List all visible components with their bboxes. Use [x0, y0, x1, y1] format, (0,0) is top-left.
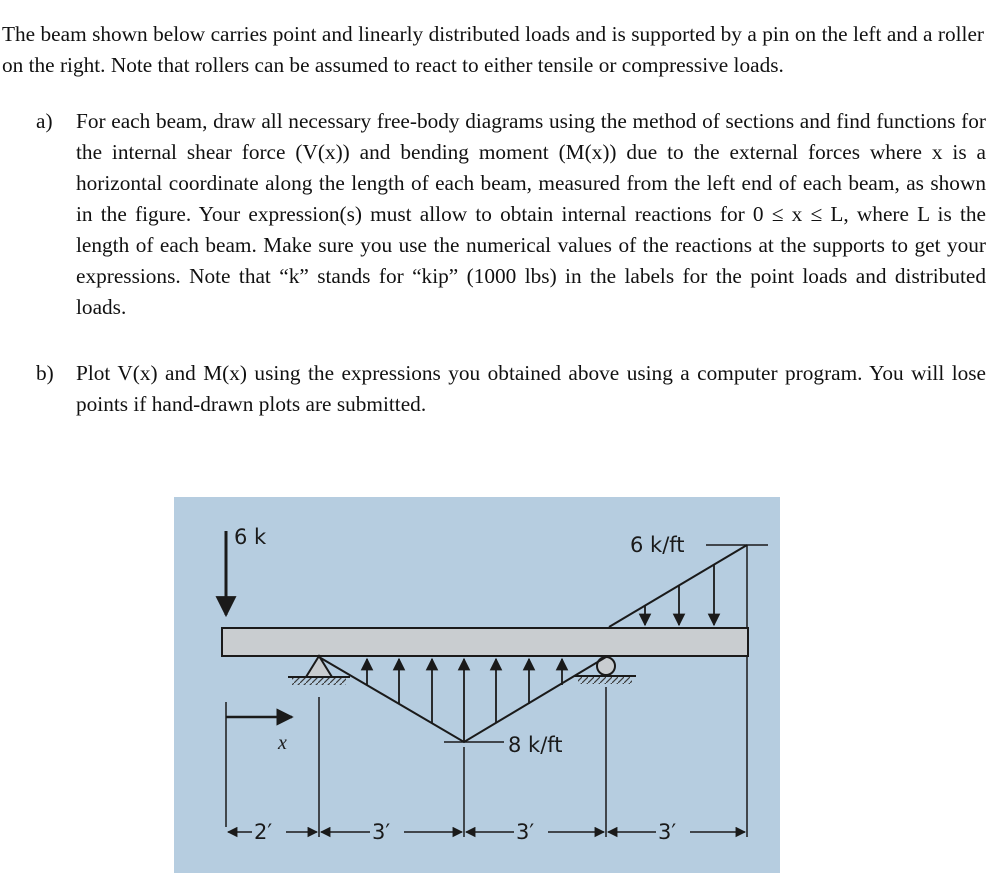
- beam-figure: [174, 497, 780, 873]
- question-a-marker: a): [36, 109, 53, 133]
- beam-diagram: [174, 497, 780, 873]
- right-distributed-load: [609, 533, 768, 627]
- dimension-lines: [228, 657, 747, 844]
- right-load-label: 6 k/ft: [630, 533, 685, 557]
- question-a-text: For each beam, draw all necessary free-body diagrams using the method of sections and find functions for the internal shear force (V(x)) and bending moment (M(x)) due to the external forces where x is a horizontal coordinate along the length of each beam, measured from the left end of each beam, as shown in the figure. Your expression(s) must allow to obtain internal reactions for 0 ≤ x ≤ L, where L is the length of each beam. Make sure you use the numerical values of the reactions at the supports to get your expressions. Note that “k” stands for “kip” (1000 lbs) in the labels for the point loads and distributed loads.: [76, 109, 986, 319]
- bottom-distributed-load: [319, 657, 606, 757]
- beam: [222, 628, 748, 656]
- dimension-2: 3′: [372, 820, 391, 844]
- dimension-1: 2′: [254, 820, 273, 844]
- x-coordinate-indicator: [226, 702, 292, 827]
- question-a: [36, 106, 986, 326]
- x-coordinate-label: x: [278, 732, 287, 754]
- point-load: [226, 525, 267, 615]
- bottom-load-label: 8 k/ft: [508, 733, 563, 757]
- point-load-label: 6 k: [234, 525, 267, 549]
- question-b-marker: b): [36, 361, 54, 385]
- dimension-4: 3′: [658, 820, 677, 844]
- dimension-3: 3′: [516, 820, 535, 844]
- question-b: [36, 358, 986, 422]
- problem-intro: The beam shown below carries point and linearly distributed loads and is supported by a pin on the left and a roller on the right. Note that rollers can be assumed to react to either tensile or compressive loads.: [2, 22, 984, 78]
- question-b-text: Plot V(x) and M(x) using the expressions you obtained above using a computer program. You will lose points if hand-drawn plots are submitted.: [76, 361, 986, 416]
